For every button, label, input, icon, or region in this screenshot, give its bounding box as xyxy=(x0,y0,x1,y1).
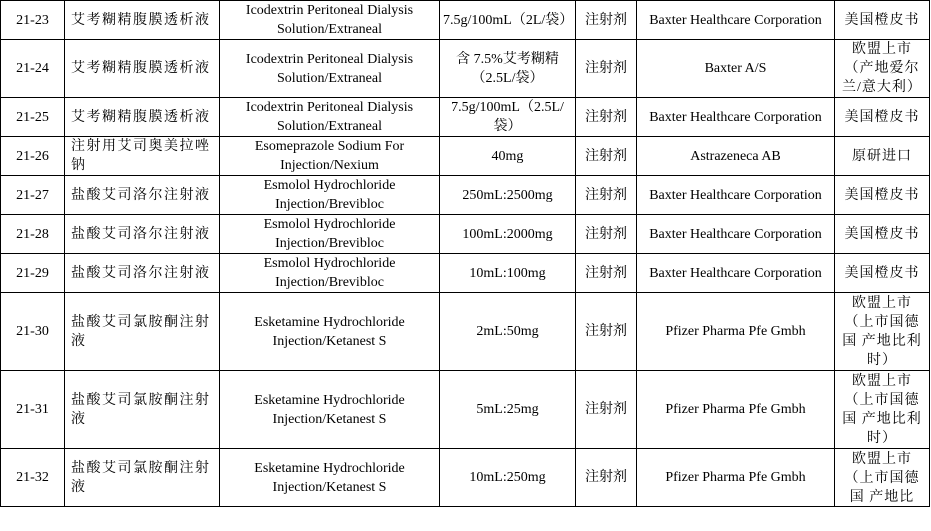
cell-serial-no: 21-31 xyxy=(1,371,65,449)
cell-market-source: 美国橙皮书 xyxy=(835,98,930,137)
cell-market-source: 欧盟上市（上市国德国 产地比利时） xyxy=(835,293,930,371)
cell-license-holder: Baxter Healthcare Corporation xyxy=(637,254,835,293)
cell-serial-no: 21-32 xyxy=(1,449,65,507)
cell-dosage-form: 注射剂 xyxy=(576,254,637,293)
cell-dosage-form: 注射剂 xyxy=(576,371,637,449)
cell-english-name: Esketamine Hydrochloride Injection/Ketanest S xyxy=(220,293,440,371)
cell-chinese-name: 盐酸艾司氯胺酮注射液 xyxy=(65,293,220,371)
cell-dosage-form: 注射剂 xyxy=(576,1,637,40)
cell-specification: 含 7.5%艾考糊精（2.5L/袋） xyxy=(440,40,576,98)
cell-english-name: Esmolol Hydrochloride Injection/Brevibloc xyxy=(220,215,440,254)
cell-serial-no: 21-24 xyxy=(1,40,65,98)
cell-dosage-form: 注射剂 xyxy=(576,215,637,254)
cell-english-name: Esmolol Hydrochloride Injection/Brevibloc xyxy=(220,254,440,293)
table-row xyxy=(1,215,930,254)
cell-market-source: 美国橙皮书 xyxy=(835,1,930,40)
cell-chinese-name: 盐酸艾司氯胺酮注射液 xyxy=(65,371,220,449)
table-row xyxy=(1,1,930,40)
cell-chinese-name: 艾考糊精腹膜透析液 xyxy=(65,98,220,137)
cell-serial-no: 21-29 xyxy=(1,254,65,293)
cell-market-source: 欧盟上市（上市国德国 产地比利时） xyxy=(835,371,930,449)
cell-specification: 2mL:50mg xyxy=(440,293,576,371)
table-row xyxy=(1,98,930,137)
cell-specification: 7.5g/100mL（2L/袋） xyxy=(440,1,576,40)
cell-license-holder: Pfizer Pharma Pfe Gmbh xyxy=(637,371,835,449)
cell-chinese-name: 盐酸艾司洛尔注射液 xyxy=(65,215,220,254)
table-row xyxy=(1,176,930,215)
cell-dosage-form: 注射剂 xyxy=(576,449,637,507)
table-row xyxy=(1,254,930,293)
table-row xyxy=(1,40,930,98)
market-source-text: 欧盟上市（上市国德国 产地比 xyxy=(844,451,920,505)
cell-dosage-form: 注射剂 xyxy=(576,293,637,371)
cell-market-source: 美国橙皮书 xyxy=(835,176,930,215)
cell-chinese-name: 盐酸艾司洛尔注射液 xyxy=(65,176,220,215)
cell-specification: 100mL:2000mg xyxy=(440,215,576,254)
cell-english-name: Icodextrin Peritoneal Dialysis Solution/Extraneal xyxy=(220,98,440,137)
cell-dosage-form: 注射剂 xyxy=(576,137,637,176)
cell-english-name: Icodextrin Peritoneal Dialysis Solution/Extraneal xyxy=(220,40,440,98)
cell-specification: 250mL:2500mg xyxy=(440,176,576,215)
cell-english-name: Icodextrin Peritoneal Dialysis Solution/Extraneal xyxy=(220,1,440,40)
cell-serial-no: 21-23 xyxy=(1,1,65,40)
cell-chinese-name: 盐酸艾司氯胺酮注射液 xyxy=(65,449,220,507)
cell-license-holder: Baxter Healthcare Corporation xyxy=(637,215,835,254)
cell-license-holder: Pfizer Pharma Pfe Gmbh xyxy=(637,293,835,371)
cell-specification: 7.5g/100mL（2.5L/袋） xyxy=(440,98,576,137)
cell-license-holder: Baxter Healthcare Corporation xyxy=(637,176,835,215)
cell-english-name: Esomeprazole Sodium For Injection/Nexium xyxy=(220,137,440,176)
cell-english-name: Esketamine Hydrochloride Injection/Ketanest S xyxy=(220,449,440,507)
cell-license-holder: Baxter Healthcare Corporation xyxy=(637,98,835,137)
cell-specification: 10mL:100mg xyxy=(440,254,576,293)
cell-market-source: 美国橙皮书 xyxy=(835,215,930,254)
cell-specification: 40mg xyxy=(440,137,576,176)
cell-market-source: 原研进口 xyxy=(835,137,930,176)
cell-market-source: 美国橙皮书 xyxy=(835,254,930,293)
cell-english-name: Esmolol Hydrochloride Injection/Brevibloc xyxy=(220,176,440,215)
table-row xyxy=(1,137,930,176)
cell-chinese-name: 艾考糊精腹膜透析液 xyxy=(65,40,220,98)
cell-serial-no: 21-26 xyxy=(1,137,65,176)
cell-serial-no: 21-27 xyxy=(1,176,65,215)
cell-chinese-name: 注射用艾司奥美拉唑钠 xyxy=(65,137,220,176)
cell-serial-no: 21-30 xyxy=(1,293,65,371)
table-row xyxy=(1,293,930,371)
cell-chinese-name: 盐酸艾司洛尔注射液 xyxy=(65,254,220,293)
cell-license-holder: Baxter Healthcare Corporation xyxy=(637,1,835,40)
cell-specification: 5mL:25mg xyxy=(440,371,576,449)
cell-specification: 10mL:250mg xyxy=(440,449,576,507)
cell-serial-no: 21-28 xyxy=(1,215,65,254)
cell-license-holder: Baxter A/S xyxy=(637,40,835,98)
cell-license-holder: Pfizer Pharma Pfe Gmbh xyxy=(637,449,835,507)
cell-license-holder: Astrazeneca AB xyxy=(637,137,835,176)
table-row xyxy=(1,449,930,507)
cell-english-name: Esketamine Hydrochloride Injection/Ketanest S xyxy=(220,371,440,449)
cell-serial-no: 21-25 xyxy=(1,98,65,137)
cell-market-source: 欧盟上市（产地爱尔兰/意大利） xyxy=(835,40,930,98)
cell-dosage-form: 注射剂 xyxy=(576,98,637,137)
cell-market-source xyxy=(835,449,930,507)
table-row xyxy=(1,371,930,449)
cell-dosage-form: 注射剂 xyxy=(576,176,637,215)
cell-chinese-name: 艾考糊精腹膜透析液 xyxy=(65,1,220,40)
cell-dosage-form: 注射剂 xyxy=(576,40,637,98)
